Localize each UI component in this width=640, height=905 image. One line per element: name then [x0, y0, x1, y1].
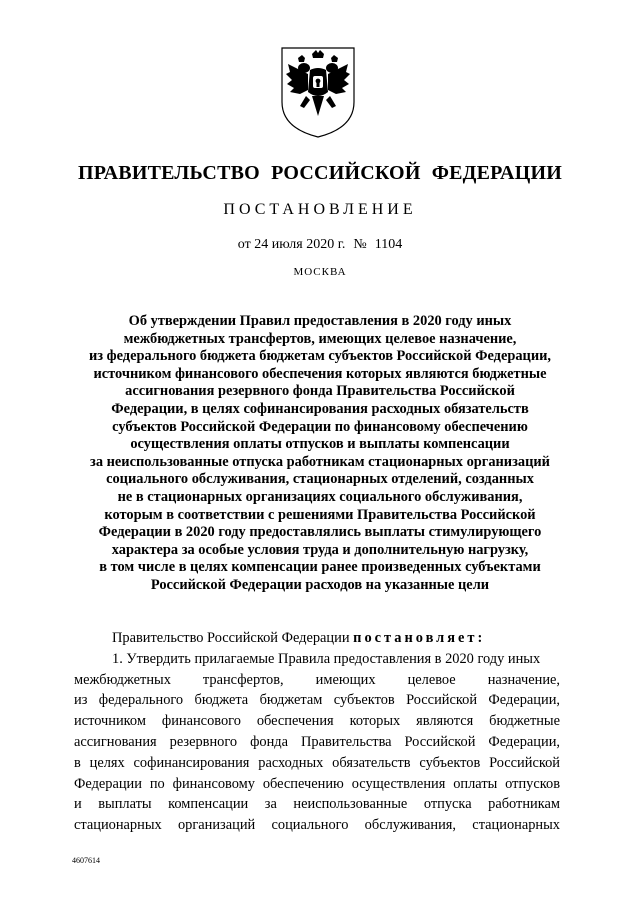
heading-line: Об утверждении Правил предоставления в 2020 году иных: [128, 313, 512, 329]
document-code: 4607614: [72, 856, 100, 865]
heading-line: которым в соответствии с решениями Правительства Российской: [104, 506, 536, 523]
city: МОСКВА: [293, 266, 347, 278]
document-type: ПОСТАНОВЛЕНИЕ: [223, 201, 417, 218]
heading-line: в том числе в целях компенсации ранее произведенных субъектами: [99, 559, 541, 576]
body-line: стационарных организаций социального обслуживания, стационарных: [74, 817, 560, 834]
document-body: [74, 628, 560, 836]
heading-line: Федерации, в целях софинансирования расходных обязательств: [111, 400, 529, 417]
body-line: ассигнования резервного фонда Правительства Российской Федерации,: [74, 733, 560, 750]
body-line: и выплаты компенсации за неиспользованные отпуска работникам: [74, 796, 560, 813]
russian-coat-of-arms-icon: [272, 44, 364, 140]
document-number: 1104: [374, 237, 403, 252]
document-date-line: [0, 237, 640, 253]
government-title: ПРАВИТЕЛЬСТВО РОССИЙСКОЙ ФЕДЕРАЦИИ: [78, 162, 562, 184]
heading-line: Российской Федерации расходов на указанные цели: [150, 576, 490, 593]
heading-line: осуществления оплаты отпусков и выплаты компенсации: [130, 436, 510, 453]
heading-line: за неиспользованные отпуска работникам стационарных организаций: [90, 453, 550, 470]
document-date: от 24 июля 2020 г.: [237, 237, 346, 252]
preamble-line: [74, 628, 560, 649]
heading-line: ассигнования резервного фонда Правительства Российской: [125, 383, 515, 400]
number-sign: №: [353, 237, 367, 252]
decree-word: постановляет:: [353, 630, 486, 646]
heading-line: из федерального бюджета бюджетам субъектов Российской Федерации,: [88, 348, 552, 365]
heading-line: субъектов Российской Федерации по финансовому обеспечению: [112, 418, 528, 435]
document-heading: [60, 313, 580, 595]
body-line: межбюджетных трансфертов, имеющих целевое назначение,: [74, 671, 560, 688]
body-line: Федерации по финансовому обеспечению осуществления оплаты отпусков: [74, 775, 560, 792]
body-line: 1. Утвердить прилагаемые Правила предоставления в 2020 году иных: [112, 650, 541, 667]
heading-line: источником финансового обеспечения которых являются бюджетные: [93, 365, 547, 382]
heading-line: межбюджетных трансфертов, имеющих целевое назначение,: [123, 330, 517, 347]
body-line: из федерального бюджета бюджетам субъектов Российской Федерации,: [74, 692, 560, 709]
preamble-text: Правительство Российской Федерации: [112, 630, 350, 646]
body-line: источником финансового обеспечения которых являются бюджетные: [74, 713, 560, 730]
heading-line: характера за особые условия труда и дополнительную нагрузку,: [111, 541, 529, 558]
heading-line: Федерации в 2020 году предоставлялись выплаты стимулирующего: [98, 524, 542, 541]
body-line: в целях софинансирования расходных обязательств субъектов Российской: [74, 754, 560, 771]
heading-line: социального обслуживания, стационарных отделений, созданных: [106, 471, 534, 488]
heading-line: не в стационарных организациях социального обслуживания,: [117, 488, 523, 505]
